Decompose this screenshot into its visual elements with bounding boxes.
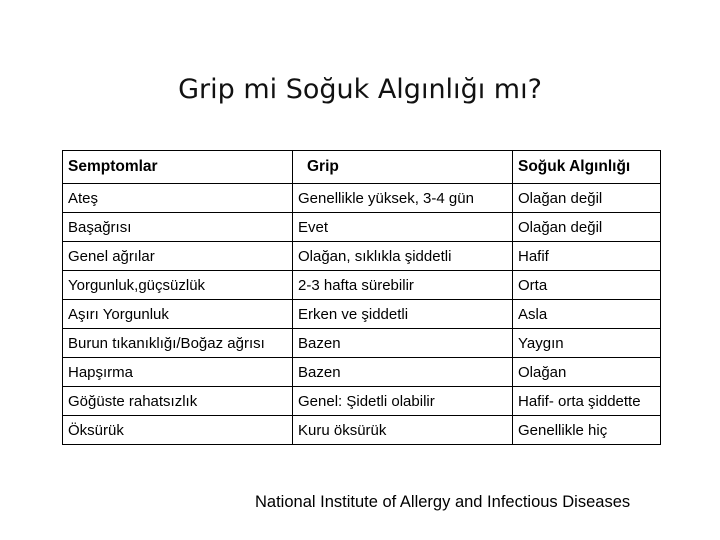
cold-cell: Yaygın (513, 329, 661, 358)
flu-cell: Genellikle yüksek, 3-4 gün (293, 184, 513, 213)
flu-cell: Erken ve şiddetli (293, 300, 513, 329)
symptom-comparison-table (62, 150, 661, 445)
header-cold: Soğuk Algınlığı (513, 151, 661, 184)
table-row (63, 271, 661, 300)
cold-cell: Hafif- orta şiddette (513, 387, 661, 416)
table-row (63, 416, 661, 445)
cold-cell: Asla (513, 300, 661, 329)
symptom-cell: Ateş (63, 184, 293, 213)
table-row (63, 300, 661, 329)
flu-cell: Kuru öksürük (293, 416, 513, 445)
symptom-cell: Genel ağrılar (63, 242, 293, 271)
table-row (63, 242, 661, 271)
flu-cell: Bazen (293, 329, 513, 358)
table-row (63, 329, 661, 358)
page-title: Grip mi Soğuk Algınlığı mı? (178, 74, 542, 105)
symptom-cell: Burun tıkanıklığı/Boğaz ağrısı (63, 329, 293, 358)
flu-cell: Bazen (293, 358, 513, 387)
symptom-cell: Aşırı Yorgunluk (63, 300, 293, 329)
symptom-cell: Öksürük (63, 416, 293, 445)
source-citation: National Institute of Allergy and Infectious Diseases (255, 493, 631, 511)
cold-cell: Hafif (513, 242, 661, 271)
symptom-cell: Göğüste rahatsızlık (63, 387, 293, 416)
table-header-row (63, 151, 661, 184)
symptom-cell: Hapşırma (63, 358, 293, 387)
flu-cell: Genel: Şidetli olabilir (293, 387, 513, 416)
cold-cell: Genellikle hiç (513, 416, 661, 445)
cold-cell: Olağan değil (513, 213, 661, 242)
flu-cell: Evet (293, 213, 513, 242)
table-row (63, 387, 661, 416)
table-row (63, 358, 661, 387)
symptom-cell: Başağrısı (63, 213, 293, 242)
flu-cell: Olağan, sıklıkla şiddetli (293, 242, 513, 271)
cold-cell: Olağan değil (513, 184, 661, 213)
cold-cell: Orta (513, 271, 661, 300)
header-symptoms: Semptomlar (63, 151, 293, 184)
symptom-cell: Yorgunluk,güçsüzlük (63, 271, 293, 300)
table-row (63, 213, 661, 242)
table-row (63, 184, 661, 213)
header-flu: Grip (293, 151, 513, 184)
cold-cell: Olağan (513, 358, 661, 387)
flu-cell: 2-3 hafta sürebilir (293, 271, 513, 300)
